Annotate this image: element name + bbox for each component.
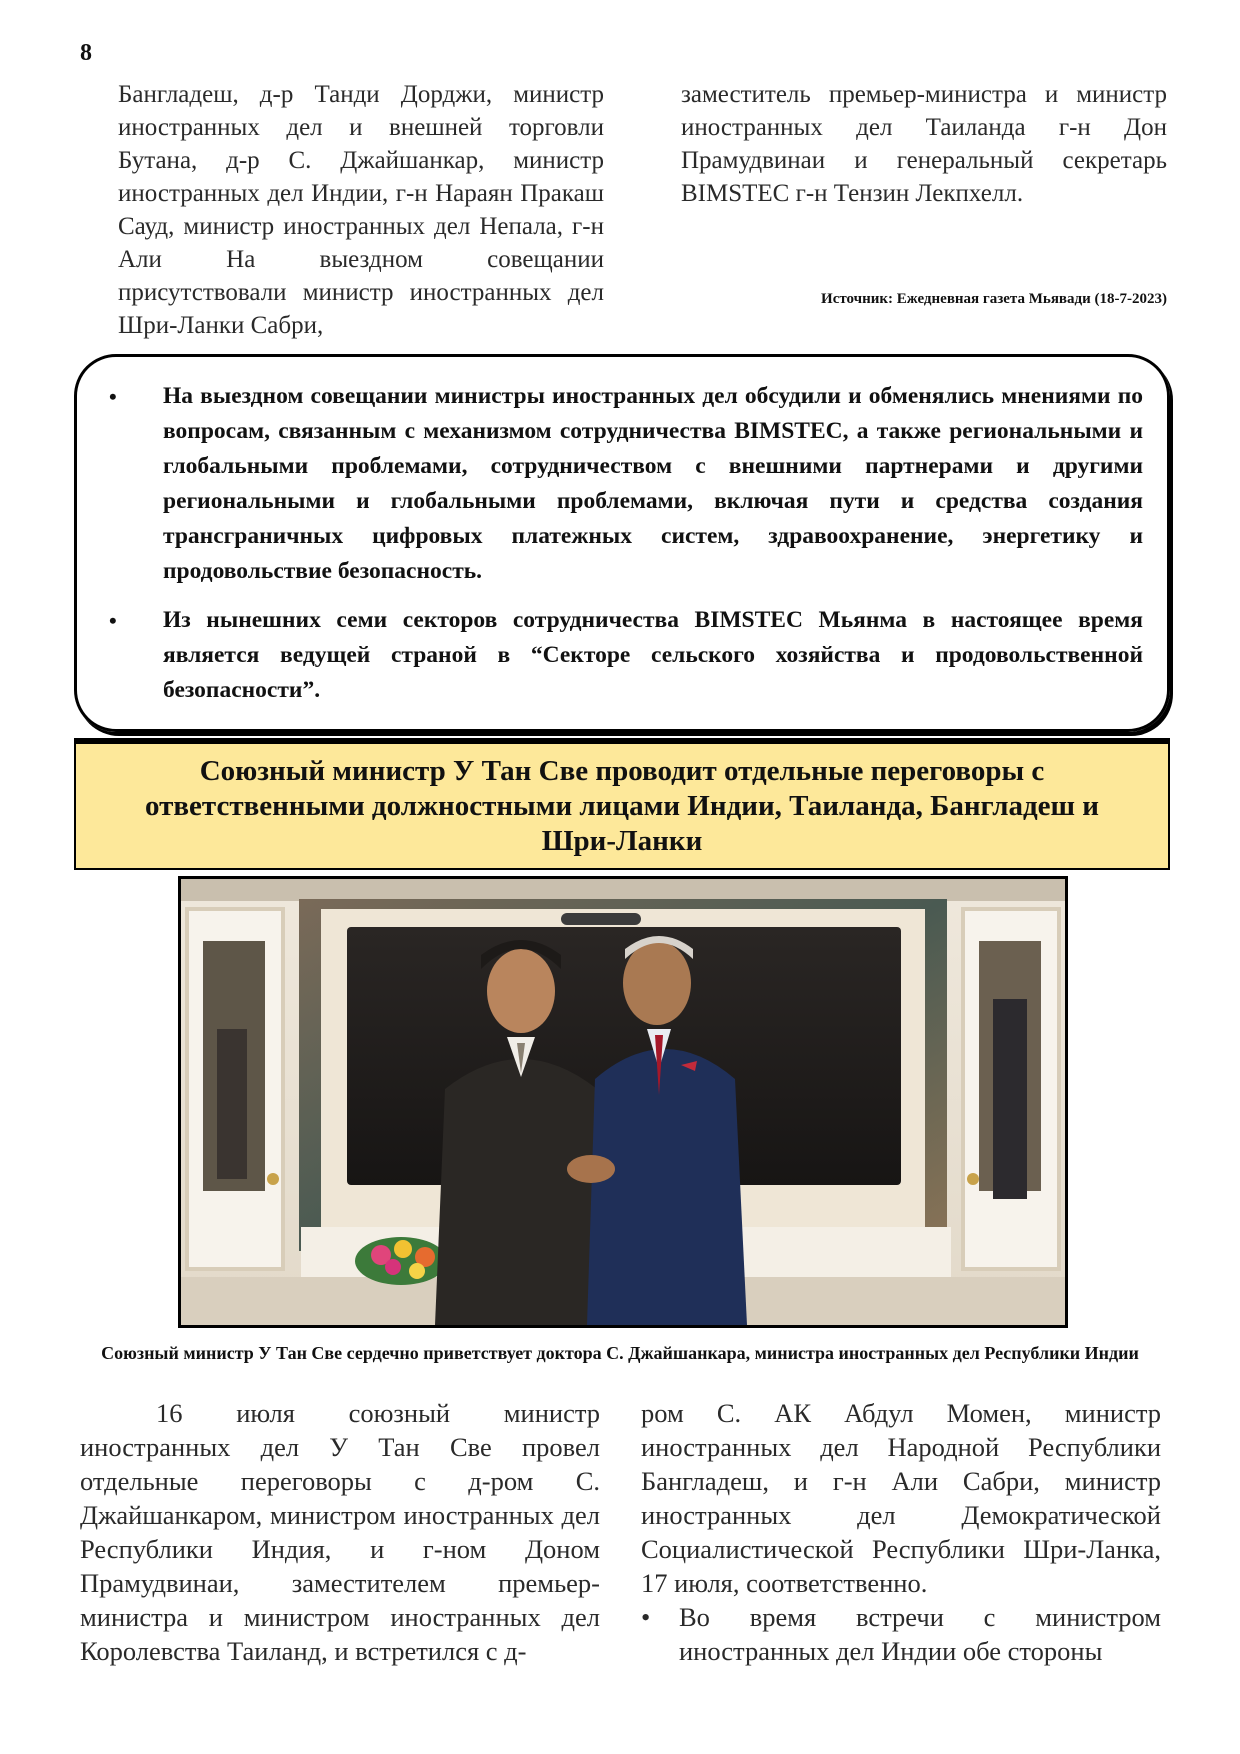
- bullet-icon: •: [109, 384, 117, 409]
- callout-list: [107, 379, 1143, 708]
- highlight-callout-box: [74, 354, 1170, 732]
- callout-item-text: На выездном совещании министры иностранных дел обсудили и обменялись мнениями по вопросам, связанным с механизмом сотрудничества BIMSTEC, а также региональными и глобальными проблемами, сотрудничеством с внешними партнерами и другими региональными и глобальными проблемами, включая пути и средства создания трансграничных цифровых платежных систем, здравоохранение, энергетику и продовольствие безопасность.: [163, 383, 1143, 584]
- article-text-bottom-left: 16 июля союзный министр иностранных дел У Тан Све провел отдельные переговоры с д-ром С. Джайшанкаром, министром иностранных дел Республики Индия, и г-ном Доном Прамудвинаи, заместителем премьер-министра и министром иностранных дел Королевства Таиланд, и встретился с д-: [80, 1398, 600, 1666]
- callout-item-text: Из нынешних семи секторов сотрудничества BIMSTEC Мьянма в настоящее время является ведущей страной в “Секторе сельского хозяйства и продовольственной безопасности”.: [163, 607, 1143, 703]
- bullet-icon: •: [109, 608, 117, 633]
- article-text-top-left: Бангладеш, д-р Танди Дорджи, министр иностранных дел и внешней торговли Бутана, д-р С. Джайшанкар, министр иностранных дел Индии, г-н Нараян Пракаш Сауд, министр иностранных дел Непала, г-н Али На выездном совещании присутствовали министр иностранных дел Шри-Ланки Сабри,: [118, 81, 604, 339]
- headline-text: Союзный министр У Тан Све проводит отдельные переговоры с ответственными должностными лицами Индии, Таиланда, Бангладеш и Шри-Ланки: [145, 754, 1099, 857]
- callout-item: [107, 379, 1143, 589]
- callout-item: [107, 603, 1143, 708]
- bottom-list-item-text: Во время встречи с министром иностранных дел Индии обе стороны: [679, 1602, 1161, 1666]
- bottom-list-item: [641, 1600, 1161, 1668]
- photo-caption: Союзный министр У Тан Све сердечно приветствует доктора С. Джайшанкара, министра иностранных дел Республики Индии: [101, 1343, 1139, 1363]
- source-citation: Источник: Ежедневная газета Мьявади (18-7-2023): [821, 291, 1167, 307]
- bullet-icon: •: [641, 1602, 651, 1632]
- article-text-bottom-right: ром С. АК Абдул Момен, министр иностранных дел Народной Республики Бангладеш, и г-н Али Сабри, министр иностранных дел Демократической Социалистической Республики Шри-Ланка, 17 июля, соответственно.: [641, 1398, 1161, 1598]
- section-headline: [74, 742, 1170, 870]
- article-text-bottom-right-column: [641, 1396, 1161, 1668]
- handshake-photo-illustration: [181, 879, 1065, 1325]
- article-text-top-right: заместитель премьер-министра и министр иностранных дел Таиланда г-н Дон Прамудвинаи и генеральный секретарь BIMSTEC г-н Тензин Лекпхелл.: [681, 81, 1167, 207]
- meeting-photo: [178, 876, 1068, 1328]
- page-number: 8: [80, 40, 92, 66]
